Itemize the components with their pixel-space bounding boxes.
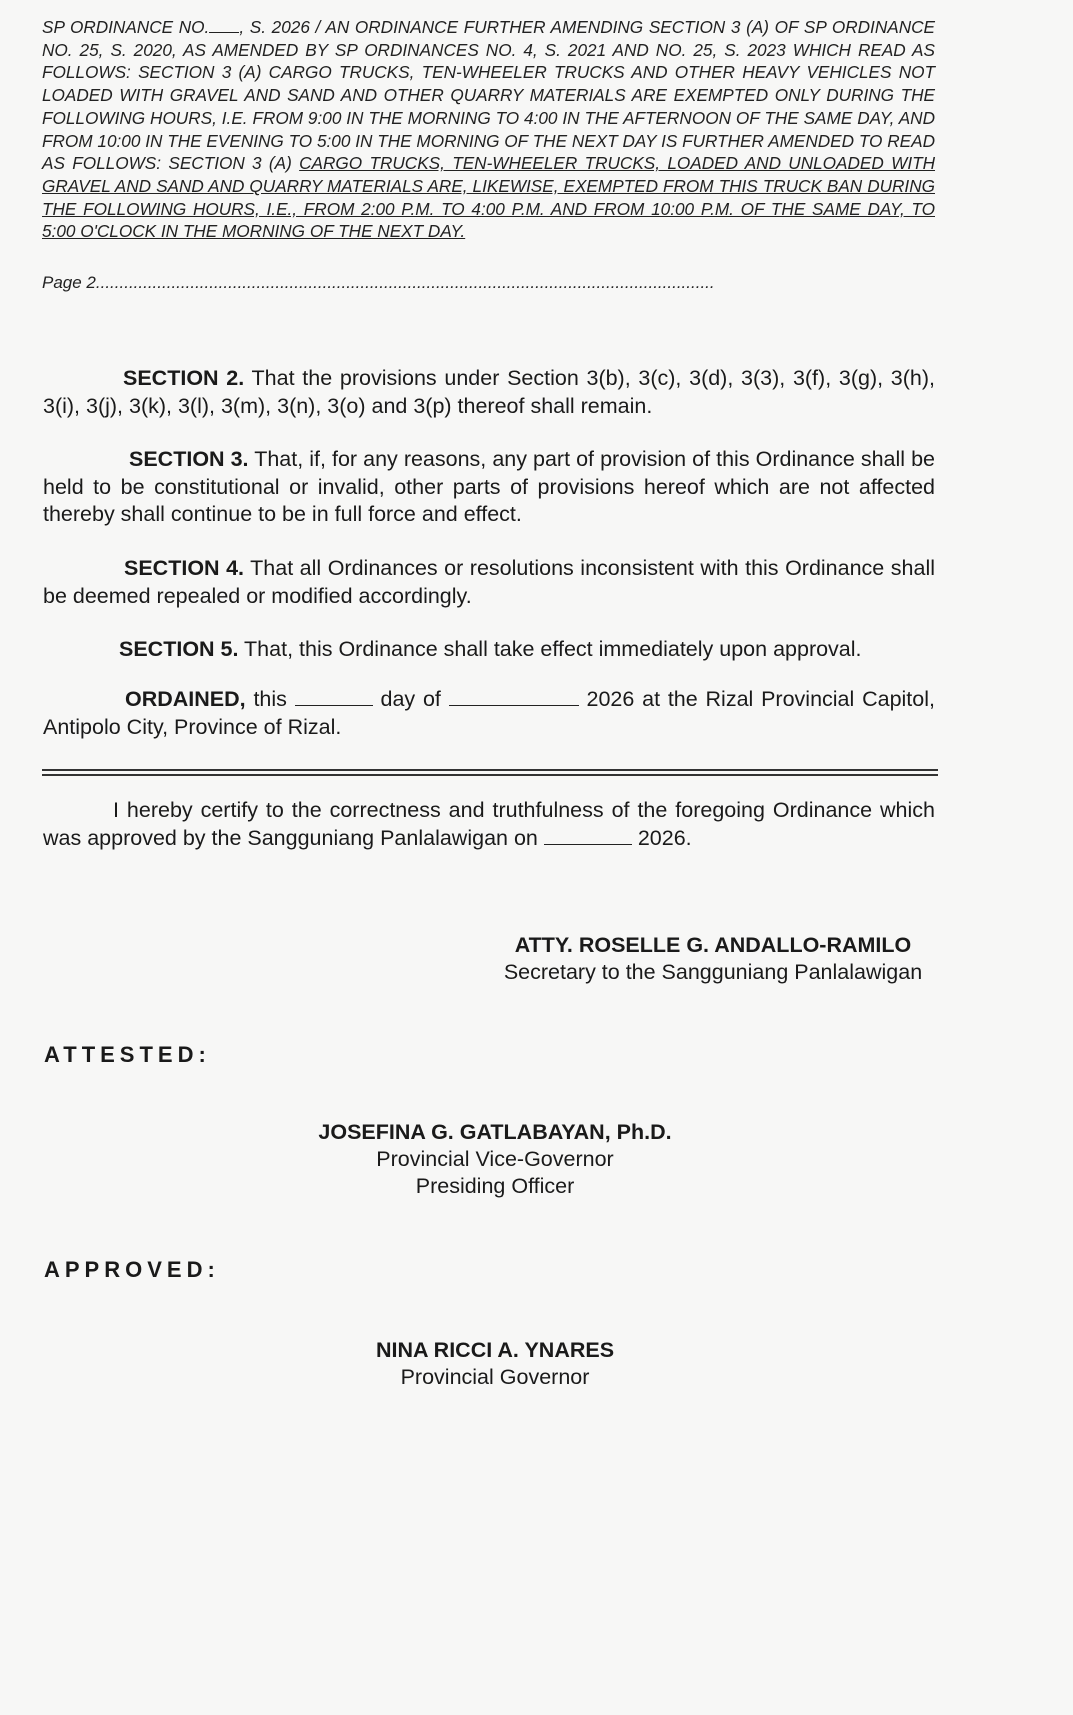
title-amendment-underlined: CARGO TRUCKS, TEN-WHEELER TRUCKS, LOADED AND UNLOADED WITH GRAVEL AND SAND AND QUARRY MATERIALS ARE, LIKEWISE, EXEMPTED FROM THIS TRUCK BAN DURING THE FOLLOWING HOURS, I.E., FROM 2:00 P.M. TO 4:00 P.M. AND FROM 10:00 P.M. OF THE SAME DAY, TO 5:00 O'CLOCK IN THE MORNING OF THE NEXT DAY. — [42, 153, 936, 242]
section-4 — [43, 555, 935, 610]
ordinance-number-blank — [209, 18, 239, 33]
certification-text-b: 2026. — [631, 825, 692, 850]
section-2-text: That the provisions under Section 3(b), 3(c), 3(d), 3(3), 3(f), 3(g), 3(h), 3(i), 3(j), 3(k), 3(l), 3(m), 3(n), 3(o) and 3(p) thereof shall remain. — [43, 366, 935, 418]
divider-line — [42, 774, 938, 776]
governor-signature-block — [260, 1337, 730, 1391]
section-2-heading: SECTION 2. — [123, 366, 245, 390]
ordained-text-a: this — [245, 687, 295, 711]
title-prefix: SP ORDINANCE NO. — [42, 17, 210, 37]
section-3-text: That, if, for any reasons, any part of provision of this Ordinance shall be held to be constitutional or invalid, other parts of provisions hereof which are not affected thereby shall continue to be in full force and effect. — [43, 447, 936, 526]
approved-label: APPROVED: — [44, 1257, 220, 1282]
vice-governor-role: Presiding Officer — [415, 1174, 575, 1198]
section-4-heading: SECTION 4. — [124, 556, 245, 580]
section-3-heading: SECTION 3. — [129, 447, 249, 471]
ordained-heading: ORDAINED, — [125, 687, 246, 711]
vice-governor-title: Provincial Vice-Governor — [376, 1147, 614, 1171]
certification-text-a: I hereby certify to the correctness and truthfulness of the foregoing Ordinance which was approved by the Sangguniang Panlalawigan on — [43, 798, 935, 850]
section-4-text: That all Ordinances or resolutions inconsistent with this Ordinance shall be deemed repealed or modified accordingly. — [43, 556, 935, 608]
section-5-heading: SECTION 5. — [119, 637, 239, 661]
approval-date-blank — [544, 826, 632, 845]
title-body: , S. 2026 / AN ORDINANCE FURTHER AMENDING SECTION 3 (A) OF SP ORDINANCE NO. 25, S. 2020, AS AMENDED BY SP ORDINANCES NO. 4, S. 2021 AND NO. 25, S. 2023 WHICH READ AS FOLLOWS: SECTION 3 (A) CARGO TRUCKS, TEN-WHEELER TRUCKS AND OTHER HEAVY VEHICLES NOT LOADED WITH GRAVEL AND SAND AND OTHER QUARRY MATERIALS ARE EXEMPTED ONLY DURING THE FOLLOWING HOURS, I.E. FROM 9:00 IN THE MORNING TO 4:00 IN THE AFTERNOON OF THE SAME DAY, AND FROM 10:00 IN THE EVENING TO 5:00 IN THE MORNING OF THE NEXT DAY IS FURTHER AMENDED TO READ AS FOLLOWS: SECTION 3 (A) — [42, 17, 935, 174]
governor-title: Provincial Governor — [400, 1365, 590, 1389]
day-blank — [295, 687, 373, 706]
governor-name: NINA RICCI A. YNARES — [375, 1338, 615, 1362]
secretary-signature-block — [478, 932, 948, 986]
ordained-clause — [43, 686, 935, 741]
ordinance-title — [42, 16, 935, 243]
section-5 — [43, 636, 935, 664]
month-blank — [449, 687, 579, 706]
divider-line — [42, 769, 938, 771]
certification-text — [43, 797, 935, 852]
secretary-name: ATTY. ROSELLE G. ANDALLO-RAMILO — [514, 933, 912, 957]
section-3 — [43, 446, 935, 529]
attested-label: ATTESTED: — [44, 1042, 211, 1067]
section-5-text: That, this Ordinance shall take effect immediately upon approval. — [238, 637, 862, 661]
vice-governor-signature-block — [260, 1119, 730, 1200]
section-2 — [43, 365, 935, 420]
secretary-title: Secretary to the Sangguniang Panlalawigan — [503, 960, 923, 984]
ordained-text-b: day of — [372, 687, 449, 711]
page-indicator: Page 2................................................................................................................................... — [42, 273, 715, 292]
vice-governor-name: JOSEFINA G. GATLABAYAN, Ph.D. — [318, 1120, 672, 1144]
ordained-text-c: 2026 at the Rizal Provincial Capitol, Antipolo City, Province of Rizal. — [43, 687, 935, 739]
